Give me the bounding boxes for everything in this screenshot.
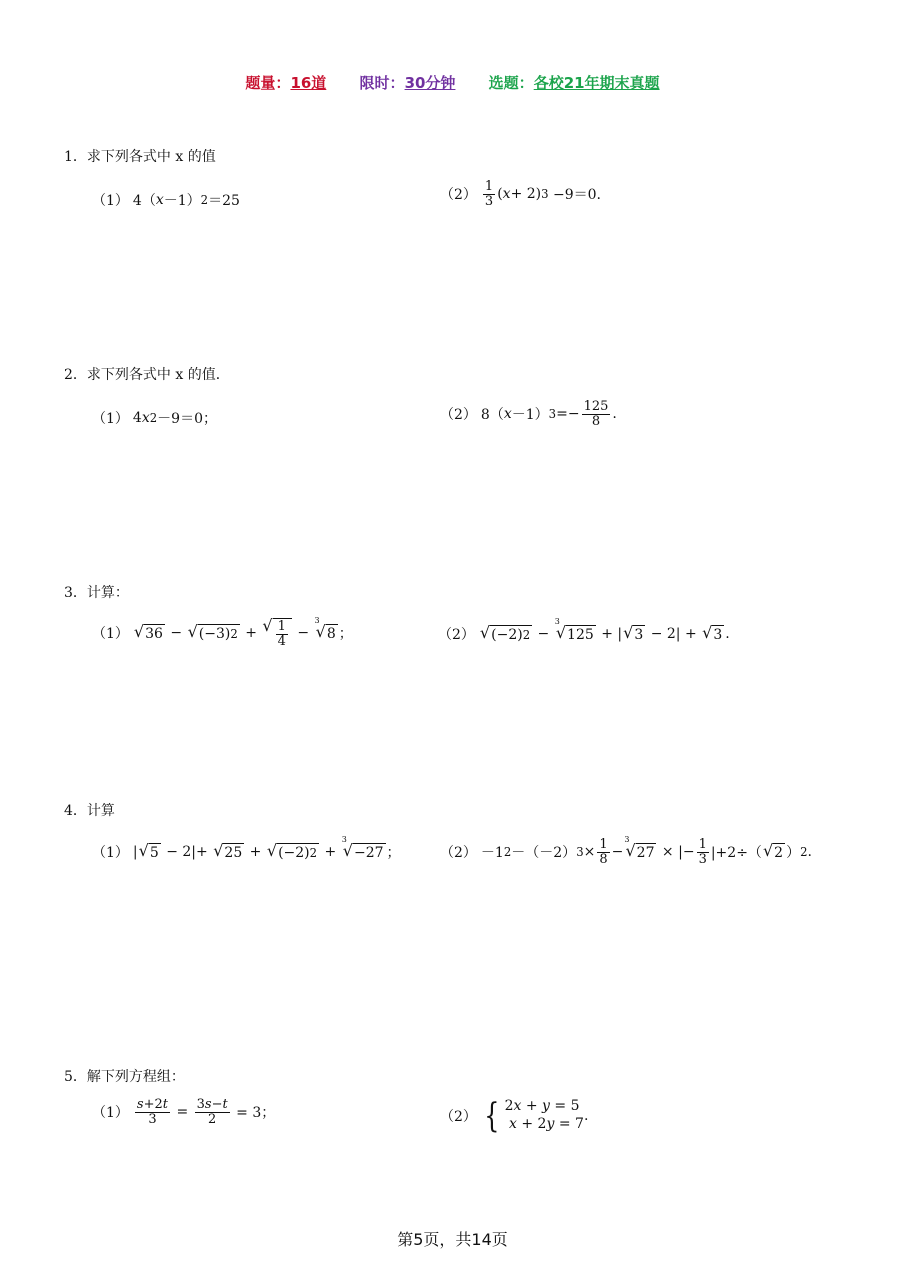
math-expression: 4 x 2 －9＝0； — [132, 410, 217, 427]
question-1-part-1: （1） 4（ x －1） 2 ＝25 — [92, 192, 240, 209]
question-5-stem: 5．解下列方程组： — [64, 1069, 185, 1085]
question-count: 题量：16道 — [245, 74, 327, 92]
page-header — [0, 72, 905, 93]
question-3-stem: 3．计算： — [64, 585, 129, 601]
math-expression: | √ 5 − 2|+ √ 25 + √ (−2) 2 + 3 √ −27 ； — [132, 835, 401, 861]
time-limit: 限时：30分钟 — [359, 74, 456, 92]
math-expression: $\frac{1}{3}$ ( x + 2) 3 −9＝0. — [484, 179, 602, 209]
question-1-stem: 1．求下列各式中 x 的值 — [64, 149, 216, 165]
math-expression: √ 36 − √ (−3) 2 + √ $\frac{1}{4}$ − 3 √ 8 ； — [133, 616, 353, 649]
math-expression: 4（ x －1） 2 ＝25 — [132, 192, 240, 209]
math-expression: 8（ x －1） 3 =− $\frac{125}{8}$ . — [480, 399, 617, 429]
question-4-stem: 4．计算 — [64, 803, 115, 819]
question-3-part-1: （1） √ 36 − √ (−3) 2 + √ $\frac{1}{4}$ − 3 √ 8 ； — [92, 616, 353, 649]
question-2-part-1: （1） 4 x 2 －9＝0； — [92, 410, 217, 427]
question-5-part-1: （1） $\frac{s+2t}{3}$ = $\frac{3s-t}{2}$ = 3； — [92, 1097, 276, 1127]
question-2-part-2: （2） 8（ x －1） 3 =− $\frac{125}{8}$ . — [440, 399, 617, 429]
question-4-part-1: （1） | √ 5 − 2|+ √ 25 + √ (−2) 2 + 3 √ −27 ； — [92, 835, 401, 861]
math-expression: { 2x + y = 5 x + 2y = 7 . — [484, 1095, 589, 1136]
question-3-part-2: （2） √ (−2) 2 − 3 √ 125 + | √ 3 − 2| + √ 3 . — [438, 617, 730, 643]
question-5-part-2: （2） { 2x + y = 5 x + 2y = 7 . — [440, 1095, 589, 1136]
question-2-stem: 2．求下列各式中 x 的值． — [64, 367, 230, 383]
math-expression: √ (−2) 2 − 3 √ 125 + | √ 3 − 2| + √ 3 . — [479, 617, 730, 643]
page-number: 第5页，共14页 — [397, 1230, 508, 1249]
question-4-part-2: （2） －1 2 －（－2） 3 × $\frac{1}{8}$ − 3 √ 27 × |− $\frac{1}{3}$ |+2÷（ √ 2 ） 2 . — [440, 835, 812, 867]
question-source: 选题：各校21年期末真题 — [488, 74, 660, 92]
math-expression: －1 2 －（－2） 3 × $\frac{1}{8}$ − 3 √ 27 × |− $\frac{1}{3}$ |+2÷（ √ 2 ） 2 . — [480, 835, 812, 867]
question-1-part-2: （2） $\frac{1}{3}$ ( x + 2) 3 −9＝0. — [440, 179, 602, 209]
math-expression: $\frac{s+2t}{3}$ = $\frac{3s-t}{2}$ = 3； — [136, 1097, 276, 1127]
